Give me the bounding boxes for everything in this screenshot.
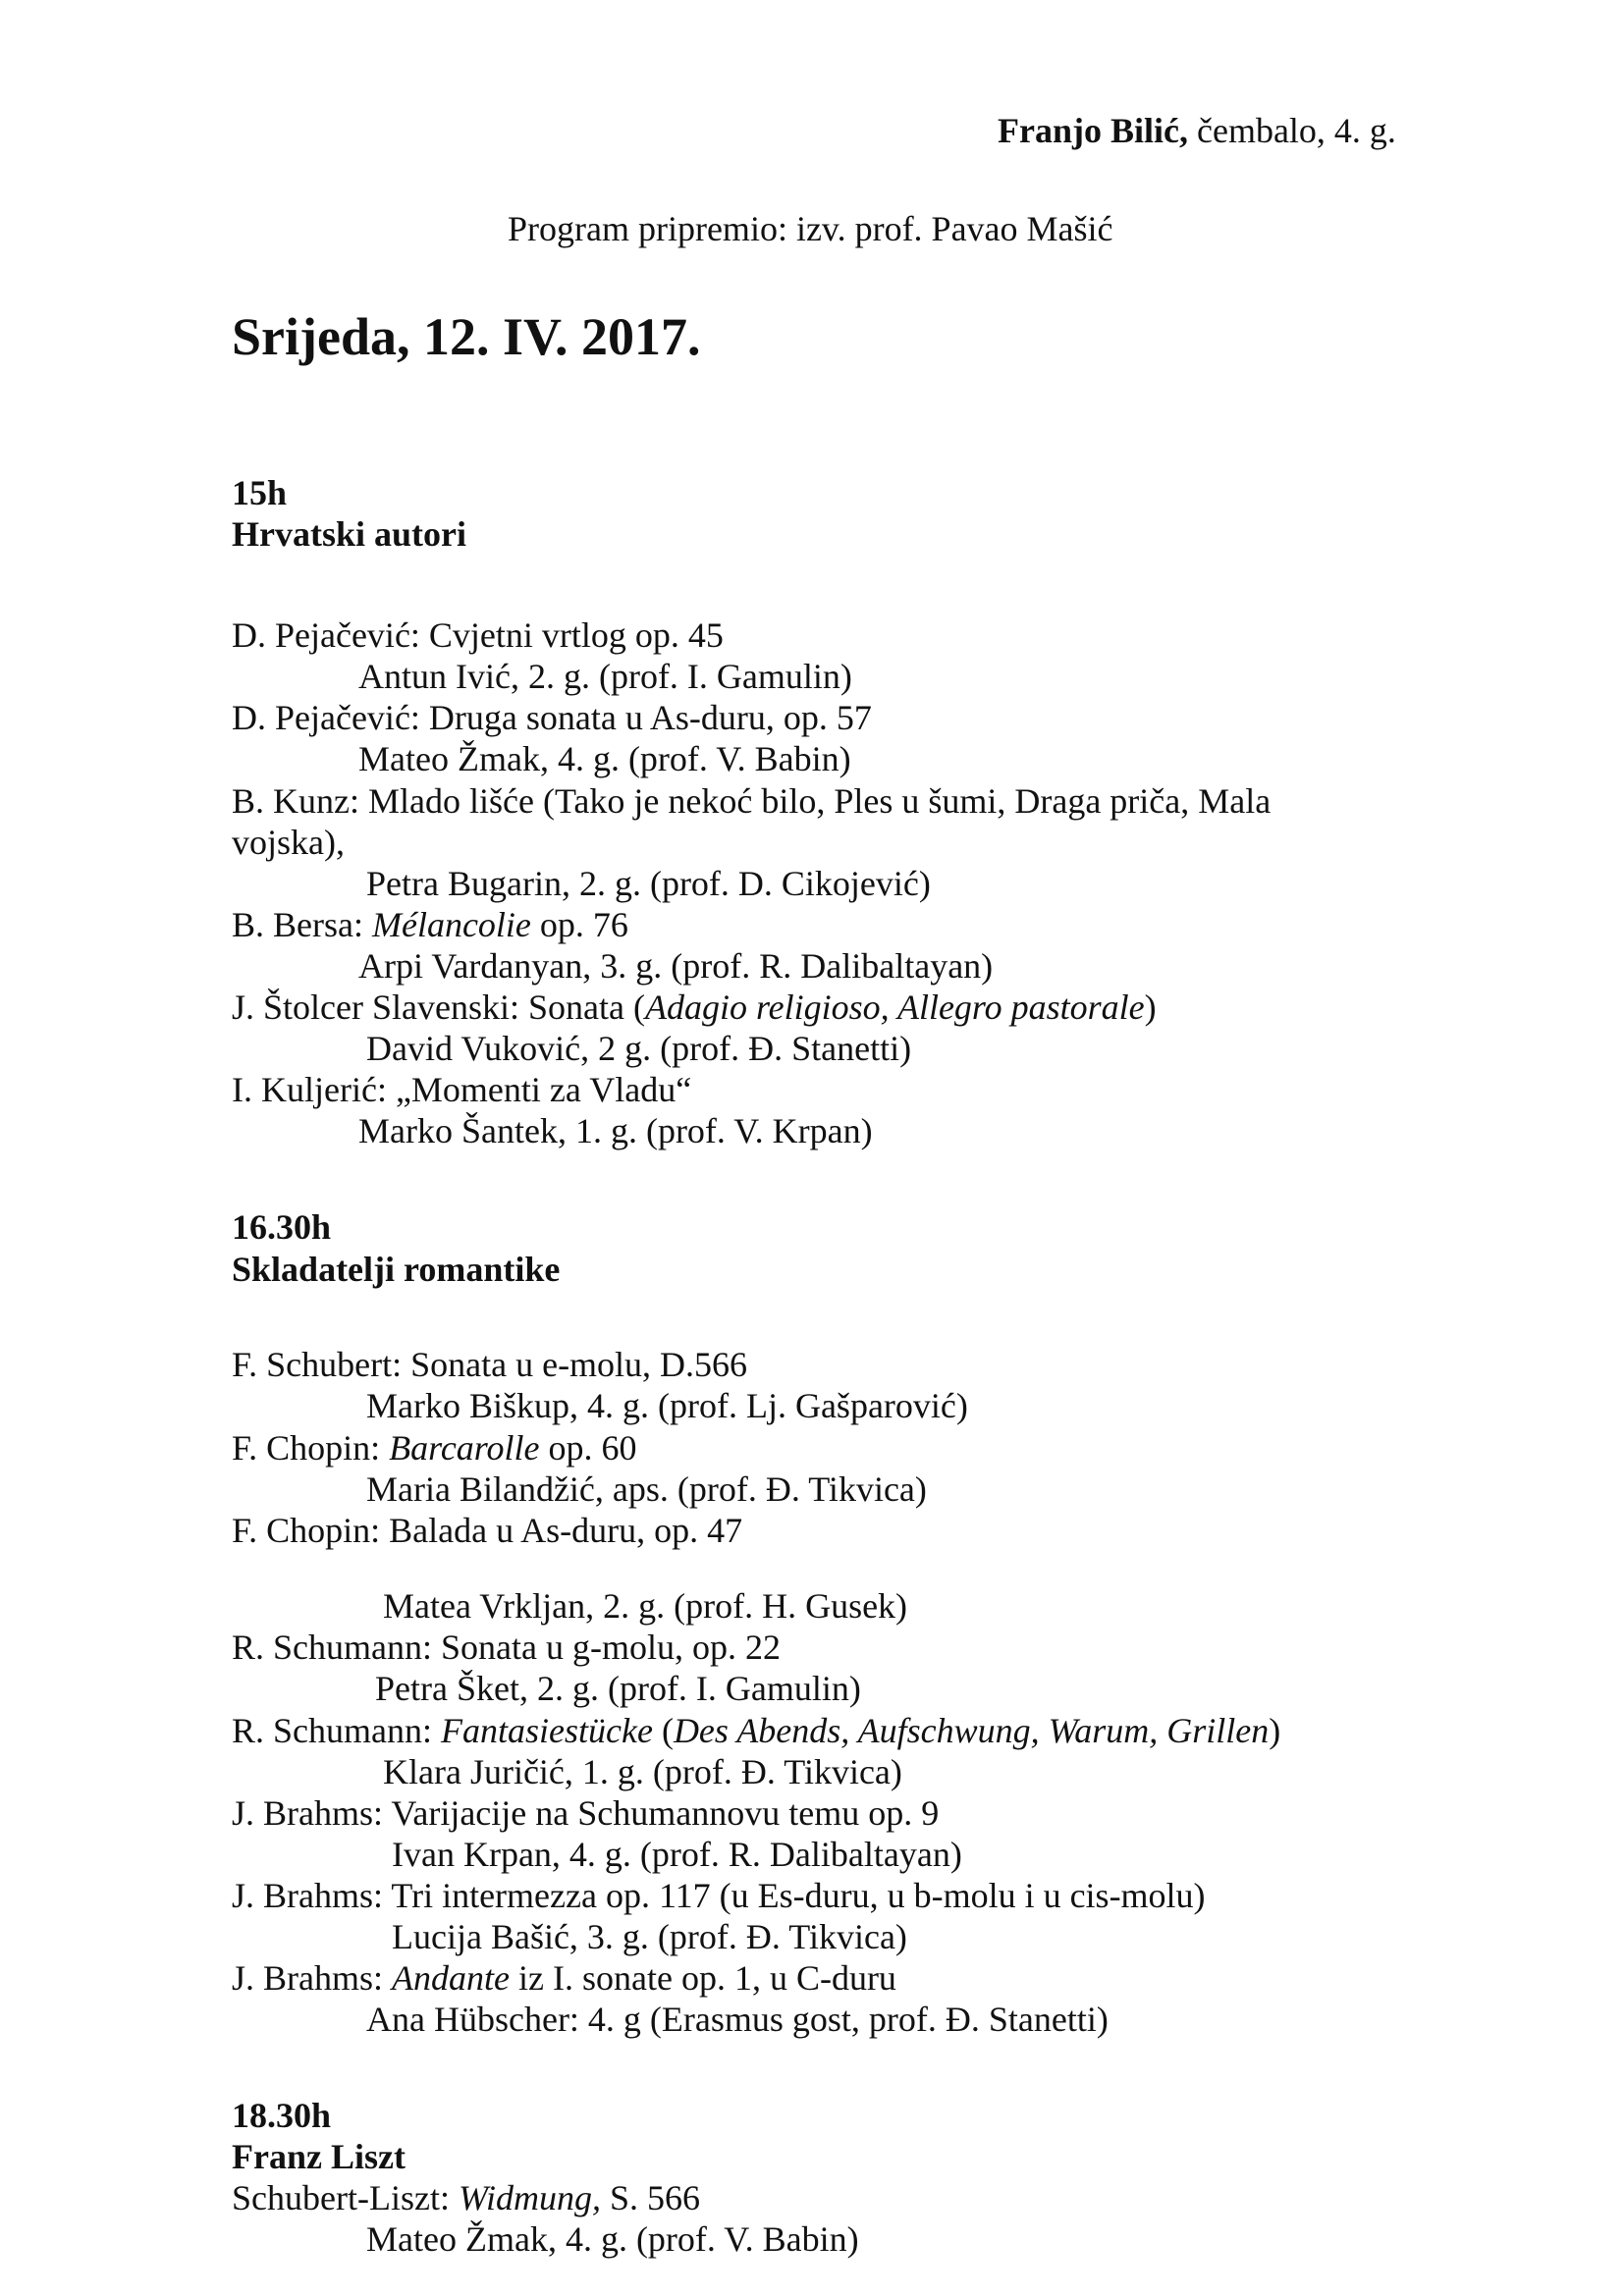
program-item: F. Chopin: Barcarolle op. 60 bbox=[232, 1428, 637, 1468]
program-item: F. Schubert: Sonata u e-molu, D.566 bbox=[232, 1345, 748, 1384]
work-title: Mélancolie bbox=[371, 905, 531, 944]
program-item: D. Pejačević: Druga sonata u As-duru, op. 57 bbox=[232, 698, 872, 737]
performer: Klara Juričić, 1. g. (prof. Đ. Tikvica) bbox=[383, 1752, 902, 1791]
performer: Mateo Žmak, 4. g. (prof. V. Babin) bbox=[366, 2219, 859, 2259]
performer-name: Franjo Bilić, bbox=[998, 111, 1188, 150]
program-item: J. Brahms: Tri intermezza op. 117 (u Es-duru, u b-molu i u cis-molu) bbox=[232, 1876, 1206, 1915]
movements: Des Abends, Aufschwung, Warum, Grillen bbox=[673, 1711, 1270, 1750]
session-3-title: Franz Liszt bbox=[232, 2137, 406, 2176]
performer: Antun Ivić, 2. g. (prof. I. Gamulin) bbox=[358, 657, 852, 696]
session-3-time: 18.30h bbox=[232, 2096, 332, 2135]
work-title: Fantasiestücke bbox=[441, 1711, 653, 1750]
performer: Marko Biškup, 4. g. (prof. Lj. Gašparović) bbox=[366, 1386, 968, 1425]
performer: Arpi Vardanyan, 3. g. (prof. R. Dalibaltayan) bbox=[358, 946, 994, 986]
work-title: Barcarolle bbox=[389, 1428, 540, 1468]
program-item: B. Kunz: Mlado lišće (Tako je nekoć bilo, Ples u šumi, Draga priča, Mala bbox=[232, 781, 1272, 821]
program-item: Schubert-Liszt: Widmung, S. 566 bbox=[232, 2178, 700, 2217]
performer: Maria Bilandžić, aps. (prof. Đ. Tikvica) bbox=[366, 1469, 927, 1509]
performer: Petra Bugarin, 2. g. (prof. D. Cikojević) bbox=[366, 864, 931, 903]
program-item: J. Brahms: Andante iz I. sonate op. 1, u C-duru bbox=[232, 1958, 896, 1998]
prepared-by: Program pripremio: izv. prof. Pavao Mašić bbox=[508, 209, 1113, 248]
performer: Marko Šantek, 1. g. (prof. V. Krpan) bbox=[358, 1111, 873, 1150]
work-title: Andante bbox=[392, 1958, 510, 1998]
performer-line bbox=[998, 110, 1396, 151]
program-item: J. Brahms: Varijacije na Schumannovu temu op. 9 bbox=[232, 1793, 940, 1833]
work-title: Adagio religioso, Allegro pastorale bbox=[644, 988, 1145, 1027]
work-title: Widmung, bbox=[458, 2178, 601, 2217]
program-item-continued: vojska), bbox=[232, 823, 345, 862]
program-item: B. Bersa: Mélancolie op. 76 bbox=[232, 905, 628, 944]
performer: Matea Vrkljan, 2. g. (prof. H. Gusek) bbox=[383, 1586, 908, 1626]
performer: Lucija Bašić, 3. g. (prof. Đ. Tikvica) bbox=[392, 1917, 907, 1956]
day-title: Srijeda, 12. IV. 2017. bbox=[232, 307, 701, 366]
program-item: I. Kuljerić: „Momenti za Vladu“ bbox=[232, 1070, 692, 1109]
performer-info: čembalo, 4. g. bbox=[1187, 111, 1396, 150]
session-2-title: Skladatelji romantike bbox=[232, 1250, 561, 1289]
performer: Mateo Žmak, 4. g. (prof. V. Babin) bbox=[358, 739, 851, 778]
session-2-time: 16.30h bbox=[232, 1207, 332, 1247]
performer: Ivan Krpan, 4. g. (prof. R. Dalibaltayan) bbox=[392, 1835, 962, 1874]
performer: Petra Šket, 2. g. (prof. I. Gamulin) bbox=[375, 1669, 861, 1708]
program-item: J. Štolcer Slavenski: Sonata (Adagio religioso, Allegro pastorale) bbox=[232, 988, 1157, 1027]
program-item: R. Schumann: Sonata u g-molu, op. 22 bbox=[232, 1628, 781, 1667]
session-1-time: 15h bbox=[232, 473, 288, 512]
program-item: R. Schumann: Fantasiestücke (Des Abends, Aufschwung, Warum, Grillen) bbox=[232, 1711, 1281, 1750]
performer: David Vuković, 2 g. (prof. Đ. Stanetti) bbox=[366, 1029, 912, 1068]
performer: Ana Hübscher: 4. g (Erasmus gost, prof. Đ. Stanetti) bbox=[366, 2000, 1109, 2039]
session-1-title: Hrvatski autori bbox=[232, 514, 466, 554]
program-item: D. Pejačević: Cvjetni vrtlog op. 45 bbox=[232, 615, 724, 655]
program-item: F. Chopin: Balada u As-duru, op. 47 bbox=[232, 1511, 743, 1550]
